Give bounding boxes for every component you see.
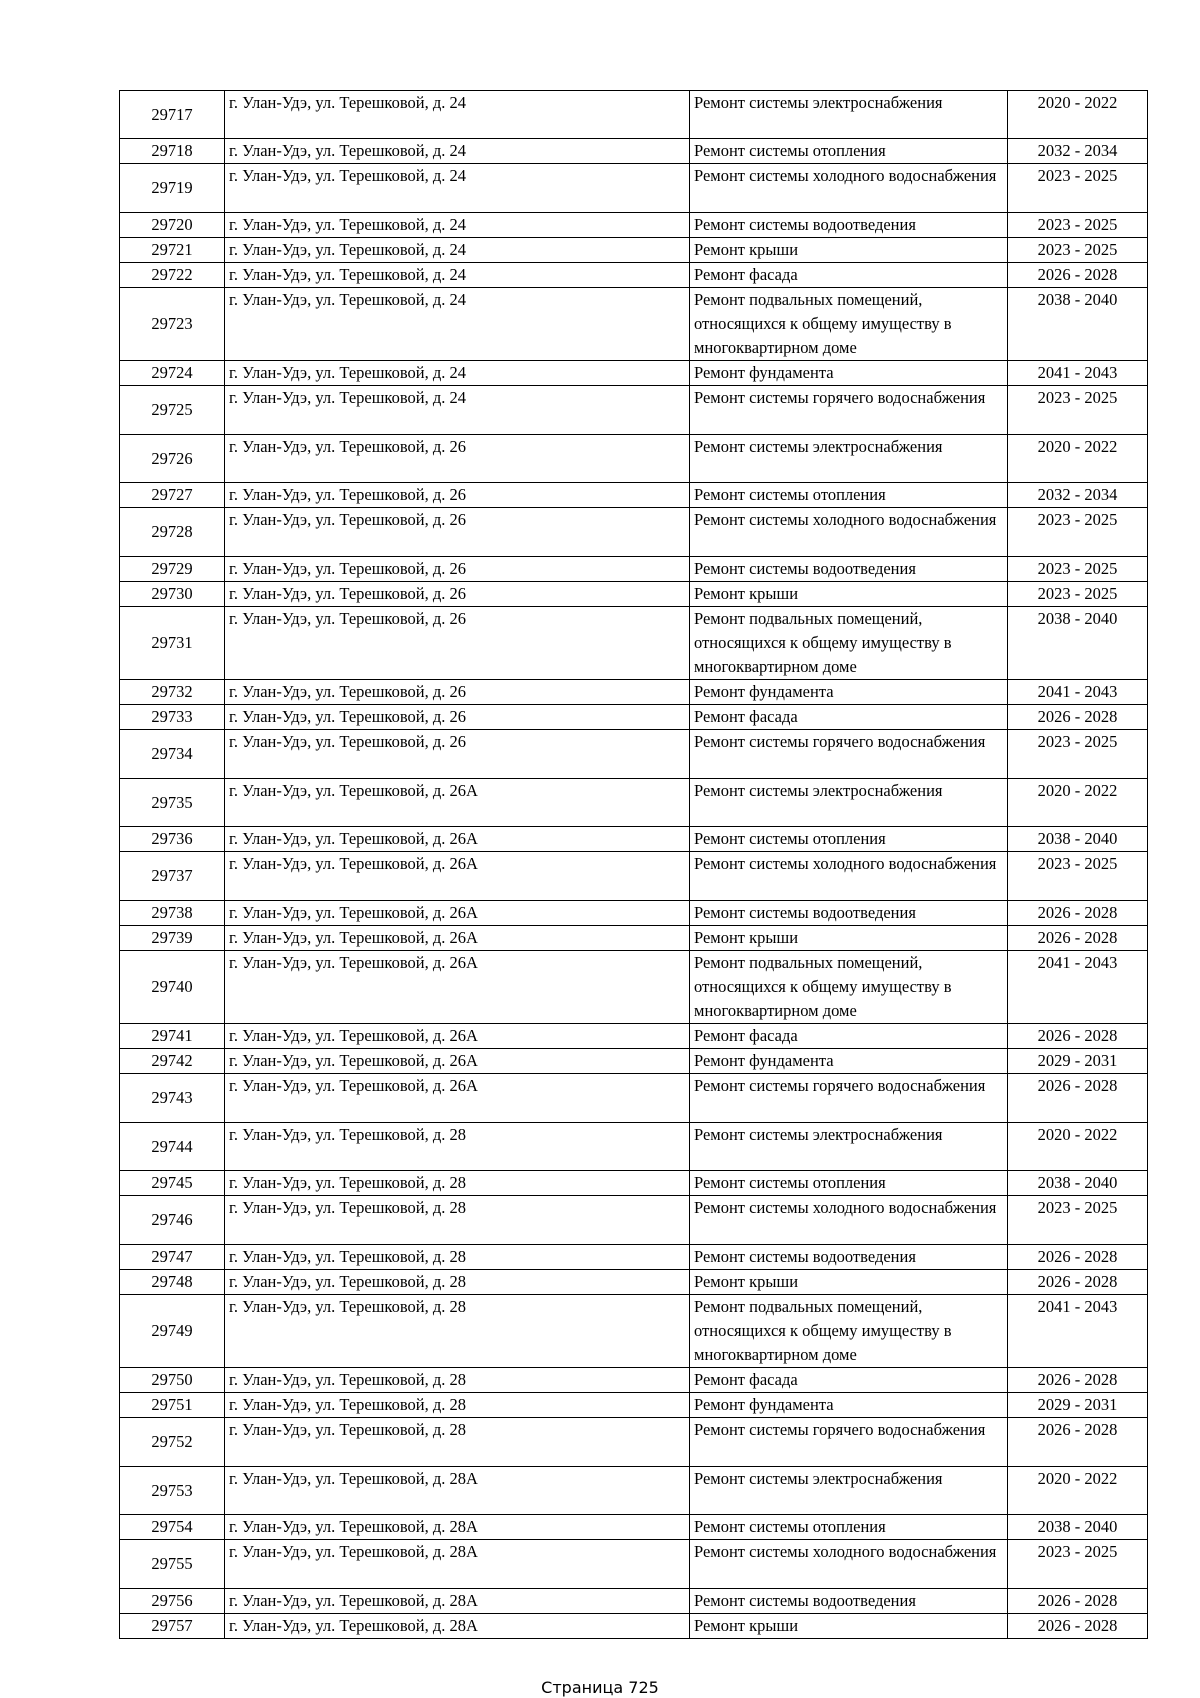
row-number-cell: 29743	[120, 1074, 225, 1123]
table-row	[120, 1171, 1148, 1196]
period-cell: 2026 - 2028	[1008, 1245, 1148, 1270]
address-cell: г. Улан-Удэ, ул. Терешковой, д. 28А	[225, 1589, 690, 1614]
row-number-cell: 29748	[120, 1270, 225, 1295]
row-number-cell: 29744	[120, 1123, 225, 1171]
address-cell: г. Улан-Удэ, ул. Терешковой, д. 28	[225, 1418, 690, 1467]
address-cell: г. Улан-Удэ, ул. Терешковой, д. 28	[225, 1196, 690, 1245]
table-row	[120, 213, 1148, 238]
period-cell: 2020 - 2022	[1008, 1467, 1148, 1515]
work-type-cell: Ремонт системы отопления	[690, 139, 1008, 164]
table-row	[120, 1393, 1148, 1418]
table-row	[120, 852, 1148, 901]
work-type-cell: Ремонт подвальных помещений, относящихся к общему имуществу в многоквартирном доме	[690, 288, 1008, 361]
table-row	[120, 1270, 1148, 1295]
table-row	[120, 288, 1148, 361]
work-type-cell: Ремонт фундамента	[690, 361, 1008, 386]
table-row	[120, 680, 1148, 705]
table-row	[120, 607, 1148, 680]
row-number-cell: 29720	[120, 213, 225, 238]
address-cell: г. Улан-Удэ, ул. Терешковой, д. 26А	[225, 779, 690, 827]
address-cell: г. Улан-Удэ, ул. Терешковой, д. 26А	[225, 1074, 690, 1123]
row-number-cell: 29742	[120, 1049, 225, 1074]
address-cell: г. Улан-Удэ, ул. Терешковой, д. 26А	[225, 827, 690, 852]
address-cell: г. Улан-Удэ, ул. Терешковой, д. 26	[225, 508, 690, 557]
work-type-cell: Ремонт системы горячего водоснабжения	[690, 386, 1008, 435]
row-number-cell: 29732	[120, 680, 225, 705]
period-cell: 2020 - 2022	[1008, 1123, 1148, 1171]
period-cell: 2026 - 2028	[1008, 263, 1148, 288]
address-cell: г. Улан-Удэ, ул. Терешковой, д. 26	[225, 557, 690, 582]
address-cell: г. Улан-Удэ, ул. Терешковой, д. 24	[225, 288, 690, 361]
period-cell: 2023 - 2025	[1008, 213, 1148, 238]
row-number-cell: 29735	[120, 779, 225, 827]
work-type-cell: Ремонт системы водоотведения	[690, 213, 1008, 238]
work-type-cell: Ремонт системы горячего водоснабжения	[690, 1074, 1008, 1123]
row-number-cell: 29745	[120, 1171, 225, 1196]
work-type-cell: Ремонт системы горячего водоснабжения	[690, 730, 1008, 779]
table-row	[120, 582, 1148, 607]
table-row	[120, 1245, 1148, 1270]
row-number-cell: 29718	[120, 139, 225, 164]
address-cell: г. Улан-Удэ, ул. Терешковой, д. 26А	[225, 852, 690, 901]
table-row	[120, 1368, 1148, 1393]
period-cell: 2026 - 2028	[1008, 1024, 1148, 1049]
table-row	[120, 1295, 1148, 1368]
page-number: Страница 725	[541, 1678, 659, 1697]
row-number-cell: 29756	[120, 1589, 225, 1614]
row-number-cell: 29737	[120, 852, 225, 901]
work-type-cell: Ремонт системы отопления	[690, 1171, 1008, 1196]
table-row	[120, 1196, 1148, 1245]
work-type-cell: Ремонт системы отопления	[690, 483, 1008, 508]
work-type-cell: Ремонт фасада	[690, 705, 1008, 730]
row-number-cell: 29750	[120, 1368, 225, 1393]
table-row	[120, 1123, 1148, 1171]
table-row	[120, 779, 1148, 827]
period-cell: 2023 - 2025	[1008, 164, 1148, 213]
period-cell: 2020 - 2022	[1008, 779, 1148, 827]
address-cell: г. Улан-Удэ, ул. Терешковой, д. 24	[225, 361, 690, 386]
period-cell: 2026 - 2028	[1008, 1418, 1148, 1467]
period-cell: 2026 - 2028	[1008, 1614, 1148, 1639]
work-type-cell: Ремонт системы электроснабжения	[690, 435, 1008, 483]
work-type-cell: Ремонт системы электроснабжения	[690, 91, 1008, 139]
table-row	[120, 139, 1148, 164]
period-cell: 2041 - 2043	[1008, 680, 1148, 705]
work-type-cell: Ремонт фасада	[690, 263, 1008, 288]
address-cell: г. Улан-Удэ, ул. Терешковой, д. 28	[225, 1123, 690, 1171]
period-cell: 2038 - 2040	[1008, 827, 1148, 852]
table-row	[120, 91, 1148, 139]
period-cell: 2020 - 2022	[1008, 435, 1148, 483]
table-row	[120, 238, 1148, 263]
table-row	[120, 1418, 1148, 1467]
work-type-cell: Ремонт фасада	[690, 1024, 1008, 1049]
table-row	[120, 1540, 1148, 1589]
address-cell: г. Улан-Удэ, ул. Терешковой, д. 26	[225, 435, 690, 483]
work-type-cell: Ремонт системы холодного водоснабжения	[690, 508, 1008, 557]
work-type-cell: Ремонт системы водоотведения	[690, 557, 1008, 582]
period-cell: 2032 - 2034	[1008, 139, 1148, 164]
work-type-cell: Ремонт системы холодного водоснабжения	[690, 852, 1008, 901]
period-cell: 2026 - 2028	[1008, 1270, 1148, 1295]
period-cell: 2026 - 2028	[1008, 1589, 1148, 1614]
address-cell: г. Улан-Удэ, ул. Терешковой, д. 24	[225, 164, 690, 213]
period-cell: 2023 - 2025	[1008, 557, 1148, 582]
period-cell: 2023 - 2025	[1008, 582, 1148, 607]
row-number-cell: 29739	[120, 926, 225, 951]
address-cell: г. Улан-Удэ, ул. Терешковой, д. 28	[225, 1393, 690, 1418]
work-type-cell: Ремонт подвальных помещений, относящихся к общему имуществу в многоквартирном доме	[690, 951, 1008, 1024]
address-cell: г. Улан-Удэ, ул. Терешковой, д. 26А	[225, 926, 690, 951]
row-number-cell: 29729	[120, 557, 225, 582]
row-number-cell: 29719	[120, 164, 225, 213]
address-cell: г. Улан-Удэ, ул. Терешковой, д. 28	[225, 1270, 690, 1295]
work-type-cell: Ремонт системы отопления	[690, 827, 1008, 852]
row-number-cell: 29726	[120, 435, 225, 483]
work-type-cell: Ремонт системы водоотведения	[690, 901, 1008, 926]
work-type-cell: Ремонт фундамента	[690, 1049, 1008, 1074]
address-cell: г. Улан-Удэ, ул. Терешковой, д. 28	[225, 1171, 690, 1196]
address-cell: г. Улан-Удэ, ул. Терешковой, д. 28	[225, 1368, 690, 1393]
table-row	[120, 951, 1148, 1024]
period-cell: 2023 - 2025	[1008, 730, 1148, 779]
period-cell: 2041 - 2043	[1008, 951, 1148, 1024]
row-number-cell: 29746	[120, 1196, 225, 1245]
work-type-cell: Ремонт системы водоотведения	[690, 1245, 1008, 1270]
table-row	[120, 1614, 1148, 1639]
row-number-cell: 29724	[120, 361, 225, 386]
work-type-cell: Ремонт фундамента	[690, 1393, 1008, 1418]
work-type-cell: Ремонт системы электроснабжения	[690, 1123, 1008, 1171]
period-cell: 2026 - 2028	[1008, 901, 1148, 926]
work-type-cell: Ремонт системы холодного водоснабжения	[690, 164, 1008, 213]
row-number-cell: 29722	[120, 263, 225, 288]
work-type-cell: Ремонт системы электроснабжения	[690, 779, 1008, 827]
address-cell: г. Улан-Удэ, ул. Терешковой, д. 28А	[225, 1540, 690, 1589]
table-row	[120, 164, 1148, 213]
period-cell: 2023 - 2025	[1008, 1540, 1148, 1589]
period-cell: 2041 - 2043	[1008, 1295, 1148, 1368]
capital-repair-table	[119, 90, 1148, 1639]
row-number-cell: 29738	[120, 901, 225, 926]
period-cell: 2038 - 2040	[1008, 288, 1148, 361]
address-cell: г. Улан-Удэ, ул. Терешковой, д. 24	[225, 213, 690, 238]
work-type-cell: Ремонт крыши	[690, 582, 1008, 607]
work-type-cell: Ремонт системы холодного водоснабжения	[690, 1196, 1008, 1245]
address-cell: г. Улан-Удэ, ул. Терешковой, д. 24	[225, 139, 690, 164]
row-number-cell: 29725	[120, 386, 225, 435]
address-cell: г. Улан-Удэ, ул. Терешковой, д. 28А	[225, 1614, 690, 1639]
period-cell: 2038 - 2040	[1008, 1515, 1148, 1540]
address-cell: г. Улан-Удэ, ул. Терешковой, д. 26	[225, 582, 690, 607]
period-cell: 2026 - 2028	[1008, 926, 1148, 951]
work-type-cell: Ремонт крыши	[690, 926, 1008, 951]
address-cell: г. Улан-Удэ, ул. Терешковой, д. 28	[225, 1245, 690, 1270]
address-cell: г. Улан-Удэ, ул. Терешковой, д. 26А	[225, 1024, 690, 1049]
address-cell: г. Улан-Удэ, ул. Терешковой, д. 26	[225, 730, 690, 779]
period-cell: 2032 - 2034	[1008, 483, 1148, 508]
work-type-cell: Ремонт фасада	[690, 1368, 1008, 1393]
row-number-cell: 29730	[120, 582, 225, 607]
table-row	[120, 483, 1148, 508]
table-row	[120, 1515, 1148, 1540]
row-number-cell: 29717	[120, 91, 225, 139]
table-row	[120, 926, 1148, 951]
work-type-cell: Ремонт подвальных помещений, относящихся к общему имуществу в многоквартирном доме	[690, 1295, 1008, 1368]
table-row	[120, 1024, 1148, 1049]
row-number-cell: 29755	[120, 1540, 225, 1589]
row-number-cell: 29727	[120, 483, 225, 508]
address-cell: г. Улан-Удэ, ул. Терешковой, д. 26А	[225, 951, 690, 1024]
address-cell: г. Улан-Удэ, ул. Терешковой, д. 24	[225, 263, 690, 288]
work-type-cell: Ремонт системы водоотведения	[690, 1589, 1008, 1614]
address-cell: г. Улан-Удэ, ул. Терешковой, д. 26	[225, 607, 690, 680]
period-cell: 2029 - 2031	[1008, 1049, 1148, 1074]
table-body	[120, 91, 1148, 1639]
period-cell: 2038 - 2040	[1008, 1171, 1148, 1196]
address-cell: г. Улан-Удэ, ул. Терешковой, д. 26А	[225, 1049, 690, 1074]
row-number-cell: 29741	[120, 1024, 225, 1049]
address-cell: г. Улан-Удэ, ул. Терешковой, д. 28	[225, 1295, 690, 1368]
period-cell: 2023 - 2025	[1008, 852, 1148, 901]
table-row	[120, 901, 1148, 926]
address-cell: г. Улан-Удэ, ул. Терешковой, д. 28А	[225, 1467, 690, 1515]
table-row	[120, 1467, 1148, 1515]
table-row	[120, 1589, 1148, 1614]
work-type-cell: Ремонт системы холодного водоснабжения	[690, 1540, 1008, 1589]
table-row	[120, 508, 1148, 557]
period-cell: 2023 - 2025	[1008, 386, 1148, 435]
row-number-cell: 29733	[120, 705, 225, 730]
table-row	[120, 557, 1148, 582]
row-number-cell: 29754	[120, 1515, 225, 1540]
work-type-cell: Ремонт системы отопления	[690, 1515, 1008, 1540]
row-number-cell: 29757	[120, 1614, 225, 1639]
period-cell: 2041 - 2043	[1008, 361, 1148, 386]
work-type-cell: Ремонт крыши	[690, 238, 1008, 263]
period-cell: 2026 - 2028	[1008, 705, 1148, 730]
address-cell: г. Улан-Удэ, ул. Терешковой, д. 26	[225, 705, 690, 730]
row-number-cell: 29734	[120, 730, 225, 779]
work-type-cell: Ремонт подвальных помещений, относящихся к общему имуществу в многоквартирном доме	[690, 607, 1008, 680]
work-type-cell: Ремонт крыши	[690, 1614, 1008, 1639]
period-cell: 2026 - 2028	[1008, 1368, 1148, 1393]
period-cell: 2023 - 2025	[1008, 238, 1148, 263]
address-cell: г. Улан-Удэ, ул. Терешковой, д. 24	[225, 386, 690, 435]
table-row	[120, 1049, 1148, 1074]
row-number-cell: 29728	[120, 508, 225, 557]
period-cell: 2038 - 2040	[1008, 607, 1148, 680]
row-number-cell: 29752	[120, 1418, 225, 1467]
table-row	[120, 1074, 1148, 1123]
row-number-cell: 29723	[120, 288, 225, 361]
row-number-cell: 29740	[120, 951, 225, 1024]
address-cell: г. Улан-Удэ, ул. Терешковой, д. 24	[225, 238, 690, 263]
period-cell: 2029 - 2031	[1008, 1393, 1148, 1418]
work-type-cell: Ремонт системы электроснабжения	[690, 1467, 1008, 1515]
address-cell: г. Улан-Удэ, ул. Терешковой, д. 26	[225, 680, 690, 705]
period-cell: 2023 - 2025	[1008, 1196, 1148, 1245]
table-row	[120, 263, 1148, 288]
table-row	[120, 730, 1148, 779]
table-row	[120, 435, 1148, 483]
work-type-cell: Ремонт фундамента	[690, 680, 1008, 705]
address-cell: г. Улан-Удэ, ул. Терешковой, д. 28А	[225, 1515, 690, 1540]
period-cell: 2026 - 2028	[1008, 1074, 1148, 1123]
table-row	[120, 827, 1148, 852]
address-cell: г. Улан-Удэ, ул. Терешковой, д. 26А	[225, 901, 690, 926]
row-number-cell: 29749	[120, 1295, 225, 1368]
row-number-cell: 29731	[120, 607, 225, 680]
table-row	[120, 705, 1148, 730]
table-row	[120, 361, 1148, 386]
table-row	[120, 386, 1148, 435]
row-number-cell: 29753	[120, 1467, 225, 1515]
row-number-cell: 29721	[120, 238, 225, 263]
work-type-cell: Ремонт системы горячего водоснабжения	[690, 1418, 1008, 1467]
work-type-cell: Ремонт крыши	[690, 1270, 1008, 1295]
period-cell: 2020 - 2022	[1008, 91, 1148, 139]
address-cell: г. Улан-Удэ, ул. Терешковой, д. 26	[225, 483, 690, 508]
period-cell: 2023 - 2025	[1008, 508, 1148, 557]
address-cell: г. Улан-Удэ, ул. Терешковой, д. 24	[225, 91, 690, 139]
row-number-cell: 29736	[120, 827, 225, 852]
row-number-cell: 29747	[120, 1245, 225, 1270]
row-number-cell: 29751	[120, 1393, 225, 1418]
